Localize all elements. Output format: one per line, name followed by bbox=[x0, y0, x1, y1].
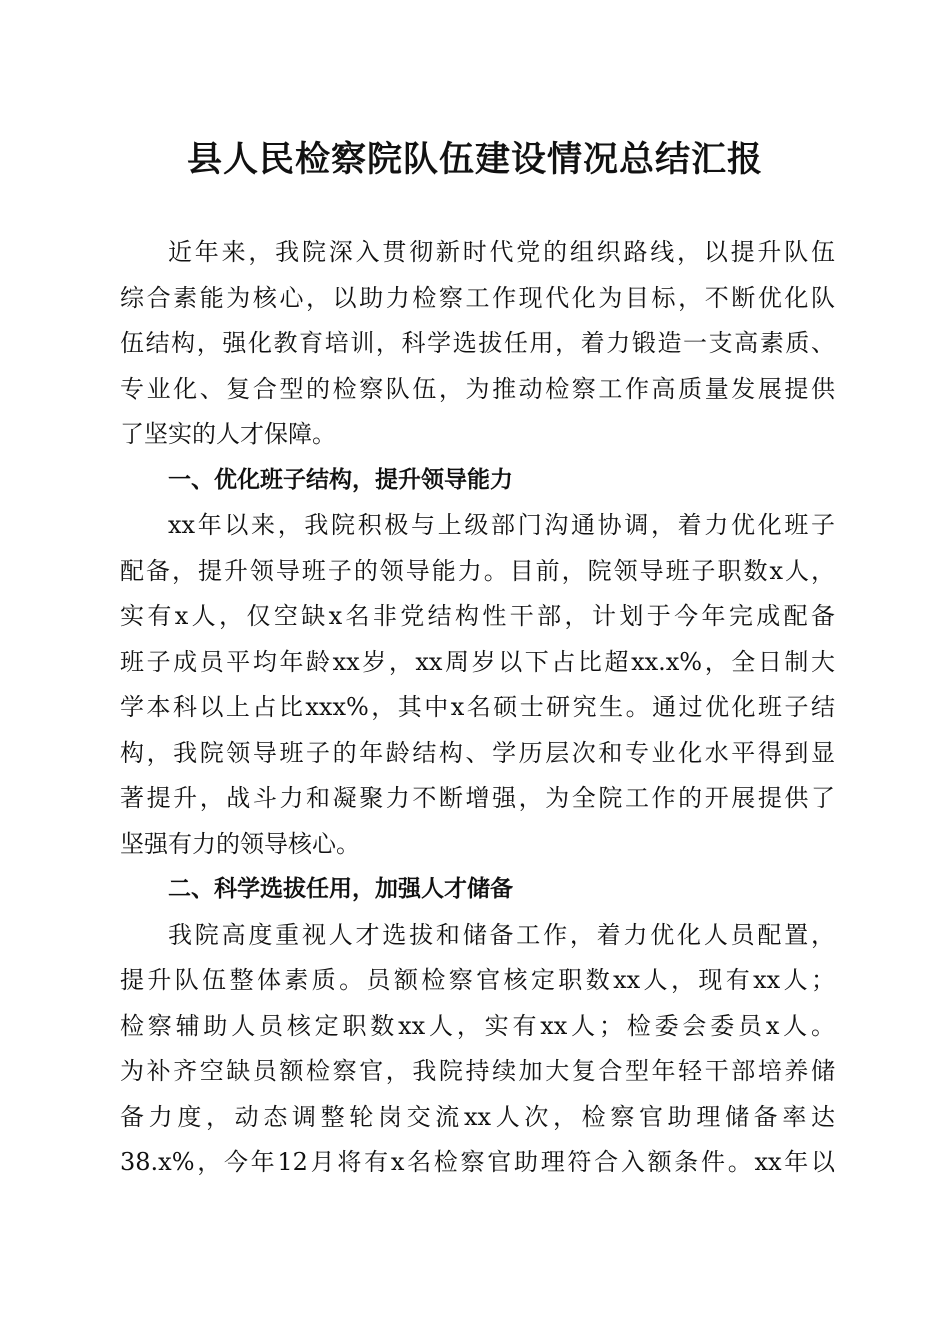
paragraph-line: 专业化、复合型的检察队伍，为推动检察工作高质量发展提供 bbox=[120, 374, 835, 403]
paragraph-line: xx年以来，我院积极与上级部门沟通协调，着力优化班子 bbox=[168, 511, 835, 539]
paragraph-line: 为补齐空缺员额检察官，我院持续加大复合型年轻干部培养储 bbox=[120, 1057, 835, 1085]
paragraph-line: 配备，提升领导班子的领导能力。目前，院领导班子职数x人， bbox=[120, 556, 835, 585]
paragraph-line: 坚强有力的领导核心。 bbox=[120, 829, 360, 858]
section-1-paragraph bbox=[120, 503, 835, 867]
paragraph-line: 班子成员平均年龄xx岁，xx周岁以下占比超xx.x%，全日制大 bbox=[120, 647, 835, 676]
paragraph-line: 实有x人，仅空缺x名非党结构性干部，计划于今年完成配备 bbox=[120, 602, 835, 630]
paragraph-line: 了坚实的人才保障。 bbox=[120, 420, 336, 448]
document-title: 县人民检察院队伍建设情况总结汇报 bbox=[186, 139, 763, 180]
paragraph-line: 38.x%，今年12月将有x名检察官助理符合入额条件。xx年以 bbox=[120, 1148, 835, 1176]
paragraph-line: 检察辅助人员核定职数xx人，实有xx人；检委会委员x人。 bbox=[120, 1011, 835, 1040]
paragraph-line: 综合素能为核心，以助力检察工作现代化为目标，不断优化队 bbox=[120, 283, 835, 312]
section-heading-2: 二、科学选拔任用，加强人才储备 bbox=[168, 876, 513, 902]
document-body bbox=[120, 230, 835, 1186]
paragraph-line: 著提升，战斗力和凝聚力不断增强，为全院工作的开展提供了 bbox=[120, 784, 835, 812]
paragraph-line: 伍结构，强化教育培训，科学选拔任用，着力锻造一支高素质、 bbox=[120, 329, 835, 357]
section-heading-1: 一、优化班子结构，提升领导能力 bbox=[168, 466, 513, 493]
paragraph-line: 备力度，动态调整轮岗交流xx人次，检察官助理储备率达 bbox=[120, 1102, 835, 1131]
intro-paragraph bbox=[120, 230, 835, 458]
paragraph-line: 构，我院领导班子的年龄结构、学历层次和专业化水平得到显 bbox=[120, 738, 835, 767]
paragraph-line: 学本科以上占比xxx%，其中x名硕士研究生。通过优化班子结 bbox=[120, 693, 835, 721]
paragraph-line: 我院高度重视人才选拔和储备工作，着力优化人员配置， bbox=[168, 920, 835, 949]
paragraph-line: 近年来，我院深入贯彻新时代党的组织路线，以提升队伍 bbox=[168, 238, 835, 266]
paragraph-line: 提升队伍整体素质。员额检察官核定职数xx人，现有xx人； bbox=[120, 966, 835, 994]
section-2-paragraph bbox=[120, 913, 835, 1186]
